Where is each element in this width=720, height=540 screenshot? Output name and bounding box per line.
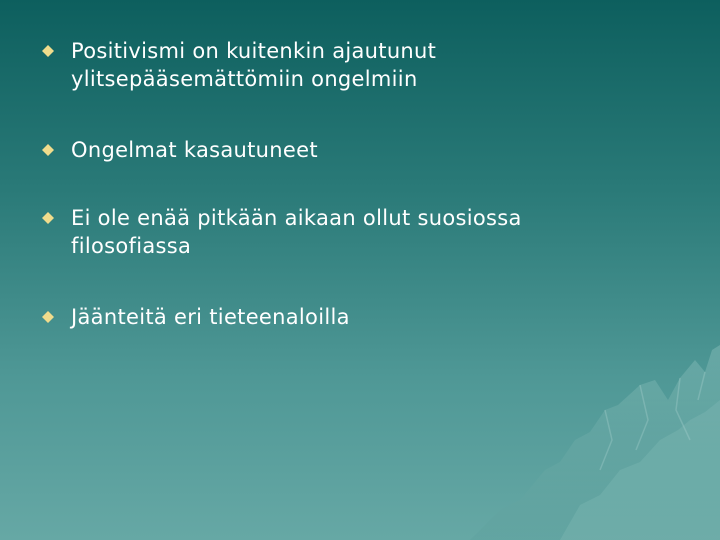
diamond-bullet-icon [42, 311, 54, 323]
bullet-item [71, 37, 671, 93]
bullet-text: Ongelmat kasautuneet [71, 138, 318, 162]
diamond-bullet-icon [42, 45, 54, 57]
bullet-text: Positivismi on kuitenkin ajautunut ylitsepääsemättömiin ongelmiin [71, 39, 437, 91]
bullet-item [71, 136, 671, 164]
diamond-bullet-icon [42, 212, 54, 224]
bullet-item [71, 204, 671, 260]
bullet-text: Jäänteitä eri tieteenaloilla [71, 305, 350, 329]
diamond-bullet-icon [42, 144, 54, 156]
bullet-text: Ei ole enää pitkään aikaan ollut suosiossa filosofiassa [71, 206, 522, 258]
bullet-item [71, 303, 671, 331]
